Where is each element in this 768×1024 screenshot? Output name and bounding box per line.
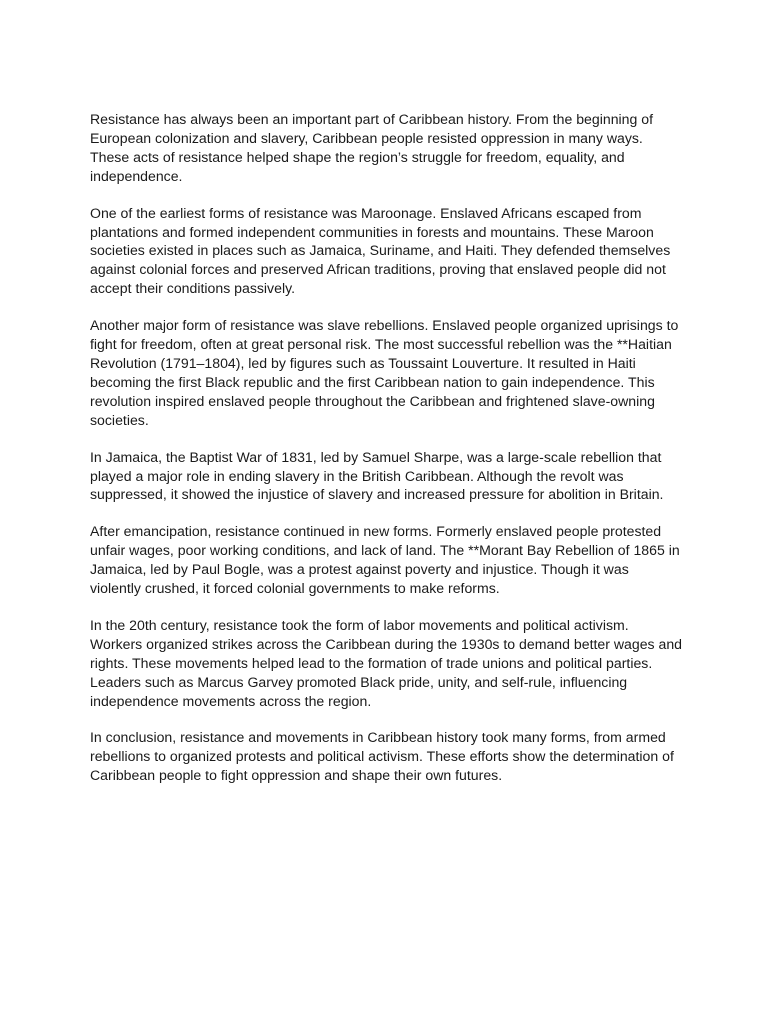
paragraph-maroonage: One of the earliest forms of resistance was Maroonage. Enslaved Africans escaped from plantations and formed independent communities in forests and mountains. These Maroon societies existed in places such as Jamaica, Suriname, and Haiti. They defended themselves against colonial forces and preserved African traditions, proving that enslaved people did not accept their conditions passively. — [90, 204, 671, 297]
paragraph-20th-century: In the 20th century, resistance took the form of labor movements and political activism. Workers organized strikes across the Caribbean during the 1930s to demand better wages and rights. These movements helped lead to the formation of trade unions and political parties. Leaders such as Marcus Garvey promoted Black pride, unity, and self-rule, influencing independence movements across the region. — [90, 616, 683, 709]
paragraph-post-emancipation: After emancipation, resistance continued in new forms. Formerly enslaved people protested unfair wages, poor working conditions, and lack of land. The **Morant Bay Rebellion of 1865 in Jamaica, led by Paul Bogle, was a protest against poverty and injustice. Though it was violently crushed, it forced colonial governments to make reforms. — [90, 523, 680, 597]
document-body — [90, 110, 682, 803]
paragraph-slave-rebellions: Another major form of resistance was slave rebellions. Enslaved people organized uprisings to fight for freedom, often at great personal risk. The most successful rebellion was the **Haitian Revolution (1791–1804), led by figures such as Toussaint Louverture. It resulted in Haiti becoming the first Black republic and the first Caribbean nation to gain independence. This revolution inspired enslaved people throughout the Caribbean and frightened slave-owning societies. — [90, 317, 679, 428]
paragraph-baptist-war: In Jamaica, the Baptist War of 1831, led by Samuel Sharpe, was a large-scale rebellion that played a major role in ending slavery in the British Caribbean. Although the revolt was suppressed, it showed the injustice of slavery and increased pressure for abolition in Britain. — [90, 448, 664, 503]
paragraph-introduction: Resistance has always been an important part of Caribbean history. From the beginning of European colonization and slavery, Caribbean people resisted oppression in many ways. These acts of resistance helped shape the region’s struggle for freedom, equality, and independence. — [90, 111, 654, 184]
paragraph-conclusion: In conclusion, resistance and movements in Caribbean history took many forms, from armed rebellions to organized protests and political activism. These efforts show the determination of Caribbean people to fight oppression and shape their own futures. — [90, 729, 674, 784]
